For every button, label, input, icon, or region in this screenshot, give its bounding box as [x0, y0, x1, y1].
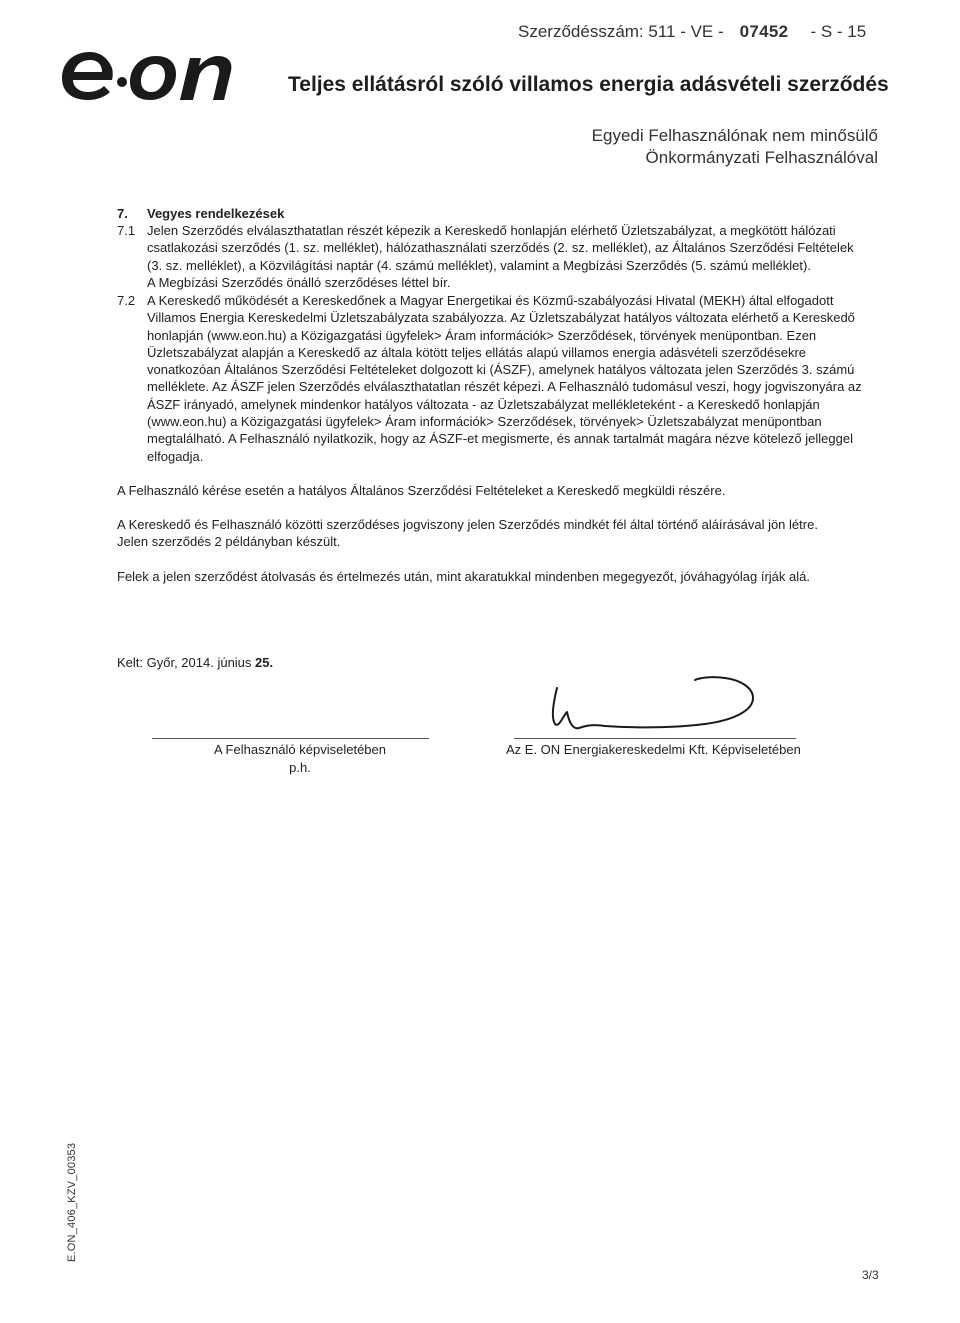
signing-date-label: Kelt: Győr, 2014. június [117, 655, 252, 670]
contract-number-line [518, 22, 866, 42]
signatory-right: Az E. ON Energiakereskedelmi Kft. Képviseletében [506, 742, 801, 757]
document-title: Teljes ellátásról szóló villamos energia adásvételi szerződés [288, 73, 889, 96]
signatory-left [212, 741, 388, 776]
section-title: Vegyes rendelkezések [147, 206, 285, 221]
handwritten-signature [545, 666, 760, 740]
paragraph-agreement: Felek a jelen szerződést átolvasás és értelmezés után, mint akaratukkal mindenben megegyezőt, jóváhagyólag írják alá. [117, 569, 810, 584]
clause-7-2 [147, 292, 867, 465]
signatory-left-note: p.h. [289, 759, 311, 775]
signing-date-day: 25. [255, 655, 274, 670]
subtitle-line-2: Önkormányzati Felhasználóval [645, 148, 878, 167]
paragraph-aszf-request: A Felhasználó kérése esetén a hatályos Általános Szerződési Feltételeket a Kereskedő megküldi részére. [117, 483, 726, 498]
signature-line-right [514, 738, 796, 739]
eon-logo [58, 38, 236, 104]
subtitle-line-1: Egyedi Felhasználónak nem minősülő [591, 126, 878, 145]
signatory-left-label: A Felhasználó képviseletében [213, 742, 386, 757]
page-number: 3/3 [862, 1268, 879, 1282]
clause-7-1-text: Jelen Szerződés elválaszthatatlan részét képezik a Kereskedő honlapján elérhető Üzletszabályzat, a megkötött hálózati csatlakozási szerződés (1. sz. melléklet), hálózathasználati szerződés (2. sz. melléklet), az Általános Szerződési Feltételek (3. sz. melléklet), a Közvilágítási naptár (4. számú melléklet), valamint a Megbízási Szerződés (5. számú melléklet). [147, 223, 854, 273]
paragraph-contract-validity-line-1: A Kereskedő és Felhasználó közötti szerződéses jogviszony jelen Szerződés mindkét fél által történő aláírásával jön létre. [117, 517, 818, 532]
section-number: 7. [117, 206, 128, 221]
clause-7-1 [147, 222, 867, 291]
paragraph-contract-validity [117, 516, 877, 551]
document-subtitle [592, 125, 878, 169]
signing-date [117, 654, 273, 671]
contract-number: 07452 [739, 22, 789, 41]
document-code: E.ON_406_KZV_00353 [66, 1142, 78, 1262]
contract-label: Szerződésszám: 511 - VE - [518, 22, 724, 41]
signature-line-left [152, 738, 429, 739]
clause-7-1-number: 7.1 [117, 223, 136, 238]
clause-7-1-text-2: A Megbízási Szerződés önálló szerződéses léttel bír. [147, 274, 451, 290]
clause-7-2-number: 7.2 [117, 293, 136, 308]
contract-suffix: - S - 15 [810, 22, 867, 41]
paragraph-contract-validity-line-2: Jelen szerződés 2 példányban készült. [117, 534, 341, 550]
clause-7-2-text: A Kereskedő működését a Kereskedőnek a Magyar Energetikai és Közmű-szabályozási Hivatal (MEKH) által elfogadott Villamos Energia Kereskedelmi Üzletszabályzata szabályozza. Az Üzletszabályzat hatályos változata elérhető a Kereskedő honlapján (www.eon.hu) a Közigazgatási ügyfelek> Áram információk> Szerződések, törvények menüpontban. Ezen Üzletszabályzat alapján a Kereskedő az általa kötött teljes ellátás alapú villamos energia adásvételi szerződésekre vonatkozóan Általános Szerződési Feltételeket dolgozott ki (ÁSZF), amelynek hatályos változata jelen Szerződés 3. számú melléklete. Az ÁSZF jelen Szerződés elválaszthatatlan részét képezi. A Felhasználó tudomásul veszi, hogy jogviszonyára az ÁSZF irányadó, amelynek mindenkor hatályos változata - az Üzletszabályzat mellékleteként - a Kereskedő honlapján (www.eon.hu) a Közigazgatási ügyfelek> Áram információk> Szerződések, törvények> Üzletszabályzat menüpontban megtalálható. A Felhasználó nyilatkozik, hogy az ÁSZF-et megismerte, és annak tartalmát magára nézve kötelező jelleggel elfogadja. [147, 293, 862, 464]
